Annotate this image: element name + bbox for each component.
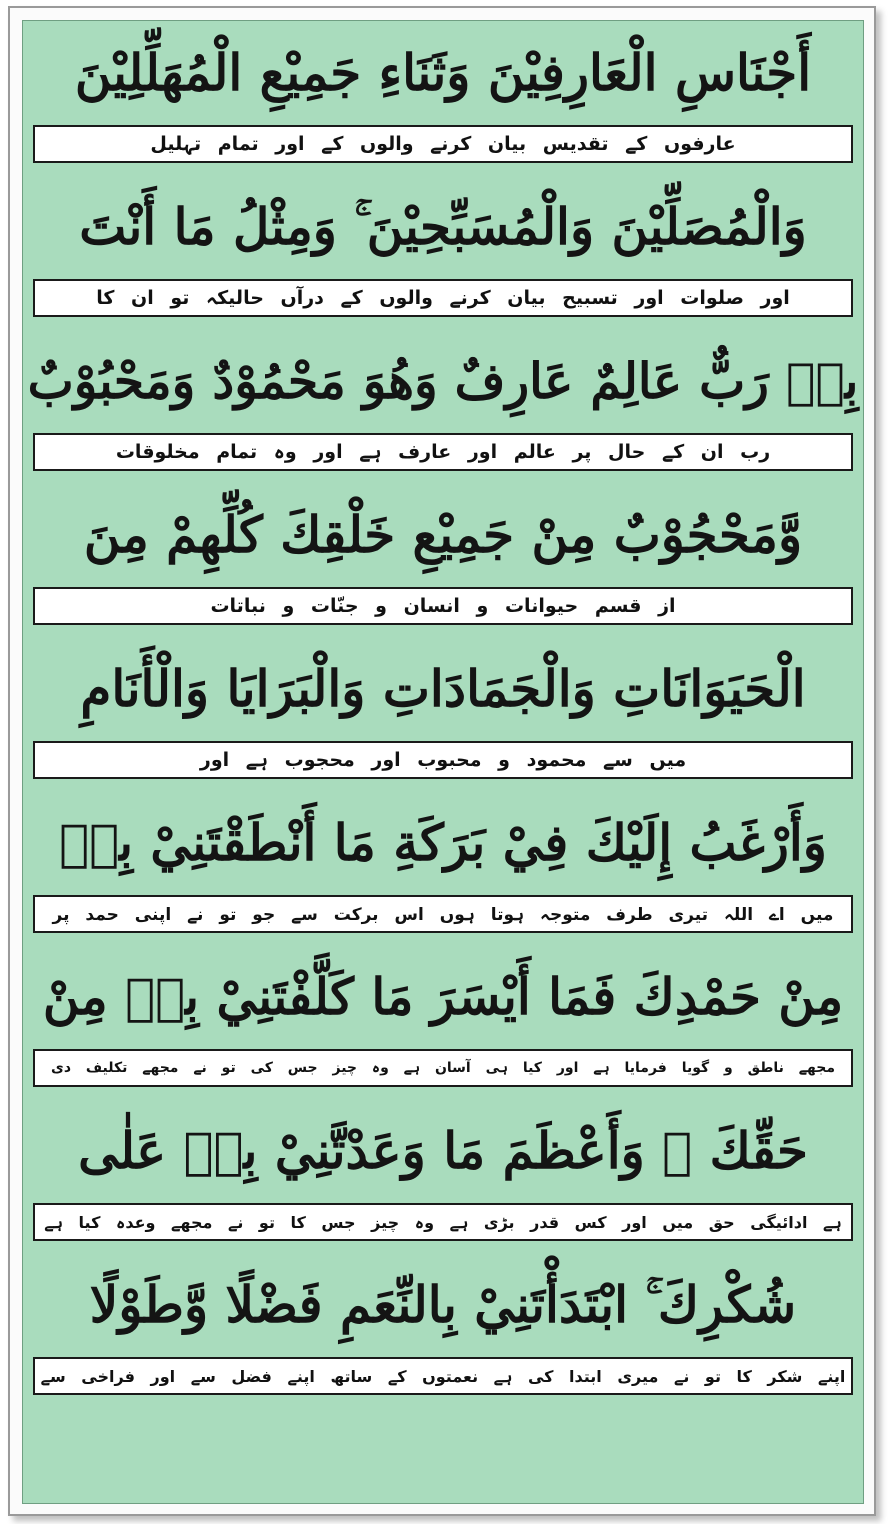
urdu-translation-2: اور صلوات اور تسبیح بیان کرنے والوں کے درآں حالیکہ تو ان کا: [33, 279, 853, 317]
urdu-translation-3: رب ان کے حال پر عالم اور عارف ہے اور وہ تمام مخلوقات: [33, 433, 853, 471]
arabic-line-7: مِنْ حَمْدِكَ فَمَا أَيْسَرَ مَا كَلَّفْتَنِيْ بِهٖ مِنْ: [42, 967, 844, 1026]
verse-block-9: [23, 1253, 863, 1395]
arabic-line-4: وَّمَحْجُوْبٌ مِنْ جَمِيْعِ خَلْقِكَ كُلِّهِمْ مِنَ: [83, 505, 803, 564]
page-frame: [8, 6, 876, 1516]
arabic-line-5: الْحَيَوَانَاتِ وَالْجَمَادَاتِ وَالْبَرَايَا وَالْأَنَامِ: [80, 659, 806, 718]
arabic-line-1: أَجْنَاسِ الْعَارِفِيْنَ وَثَنَاءِ جَمِيْعِ الْمُهَلِّلِيْنَ: [74, 43, 812, 102]
arabic-line-6: وَأَرْغَبُ إِلَيْكَ فِيْ بَرَكَةِ مَا أَنْطَقْتَنِيْ بِهٖ: [59, 813, 827, 872]
verse-block-3: [23, 329, 863, 471]
urdu-translation-4: از قسم حیوانات و انسان و جنّات و نباتات: [33, 587, 853, 625]
verse-block-1: [23, 21, 863, 163]
urdu-translation-6: میں اے اللہ تیری طرف متوجہ ہوتا ہوں اس برکت سے جو تو نے اپنی حمد پر: [33, 895, 853, 933]
verse-block-7: [23, 945, 863, 1087]
arabic-line-9: شُكْرِكَ ۚ ابْتَدَأْتَنِيْ بِالنِّعَمِ فَضْلًا وَّطَوْلًا: [89, 1275, 797, 1334]
prayer-page: [22, 20, 864, 1504]
urdu-translation-1: عارفوں کے تقدیس بیان کرنے والوں کے اور تمام تہلیل: [33, 125, 853, 163]
verse-block-2: [23, 175, 863, 317]
arabic-line-8: حَقِّكَ ۚ وَأَعْظَمَ مَا وَعَدْتَّنِيْ بِهٖ عَلٰى: [78, 1121, 808, 1180]
verse-block-4: [23, 483, 863, 625]
urdu-translation-5: میں سے محمود و محبوب اور محجوب ہے اور: [33, 741, 853, 779]
verse-block-8: [23, 1099, 863, 1241]
arabic-line-2: وَالْمُصَلِّيْنَ وَالْمُسَبِّحِيْنَ ۚ وَمِثْلُ مَا أَنْتَ: [79, 197, 807, 256]
verse-block-5: [23, 637, 863, 779]
urdu-translation-7: مجھے ناطق و گویا فرمایا ہے اور کیا ہی آسان ہے وہ چیز جس کی تو نے مجھے تکلیف دی: [33, 1049, 853, 1087]
urdu-translation-8: ہے ادائیگی حق میں اور کس قدر بڑی ہے وہ چیز جس کا تو نے مجھے وعدہ کیا ہے: [33, 1203, 853, 1241]
arabic-line-3: بِهٖ رَبٌّ عَالِمٌ عَارِفٌ وَهُوَ مَحْمُوْدٌ وَمَحْبُوْبٌ: [27, 351, 859, 410]
urdu-translation-9: اپنے شکر کا تو نے میری ابتدا کی ہے نعمتوں کے ساتھ اپنے فضل سے اور فراخی سے: [33, 1357, 853, 1395]
verse-block-6: [23, 791, 863, 933]
